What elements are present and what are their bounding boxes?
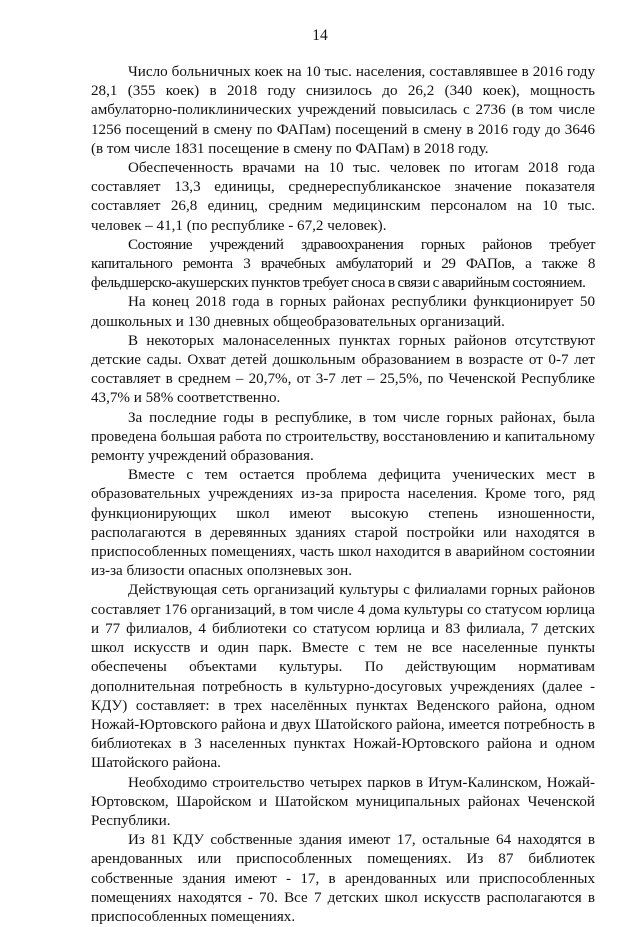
paragraph-culture-buildings: Из 81 КДУ собственные здания имеют 17, остальные 64 находятся в арендованных или приспособленных помещениях. Из 87 библиотек собственные здания имеют - 17, в арендованных или приспособленных помещениях находятся - 70. Все 7 детских школ искусств располагаются в приспособленных помещениях. xyxy=(91,832,595,925)
paragraph-hospital-beds: Число больничных коек на 10 тыс. населения, составлявшее в 2016 году 28,1 (355 коек) в 2018 году снизилось до 26,2 (340 коек), мощность амбулаторно-поликлинических учреждений повысилась с 2736 (в том числе 1256 посещений в смену по ФАПам) посещений в смену в 2016 году до 3646 (в том числе 1831 посещение в смену по ФАПам) в 2018 году. xyxy=(91,64,595,157)
paragraph-healthcare-facilities-condition: Состояние учреждений здравоохранения горных районов требует капитального ремонта 3 врачебных амбулаторий и 29 ФАПов, а также 8 фельдшерско-акушерских пунктов требует сноса в связи с аварийным состоянием. xyxy=(91,236,595,292)
paragraph-preschool-coverage: В некоторых малонаселенных пунктах горных районов отсутствуют детские сады. Охват детей дошкольным образованием в возрасте от 0-7 лет составляет в среднем – 20,7%, от 3-7 лет – 25,5%, по Чеченской Республике 43,7% и 58% соответственно. xyxy=(91,332,595,407)
paragraph-education-construction: За последние годы в республике, в том числе горных районах, была проведена большая работа по строительству, восстановлению и капитальному ремонту учреждений образования. xyxy=(91,409,595,465)
paragraph-parks-construction: Необходимо строительство четырех парков в Итум-Калинском, Ножай-Юртовском, Шаройском и Шатойском муниципальных районах Чеченской Республики. xyxy=(91,774,595,829)
paragraph-doctors-staffing: Обеспеченность врачами на 10 тыс. человек по итогам 2018 года составляет 13,3 единицы, среднереспубликанское значение показателя составляет 26,8 единиц, средним медицинским персоналом на 10 тыс. человек – 41,1 (по республике - 67,2 человек). xyxy=(91,160,595,234)
page-number: 14 xyxy=(312,27,328,44)
paragraph-educational-organizations: На конец 2018 года в горных районах республики функционирует 50 дошкольных и 130 дневных общеобразовательных организаций. xyxy=(91,294,595,330)
paragraph-school-places-deficit: Вместе с тем остается проблема дефицита ученических мест в образовательных учреждениях из-за прироста населения. Кроме того, ряд функционирующих школ имеют высокую степень изношенности, располагаются в деревянных зданиях старой постройки или находятся в приспособленных помещениях, часть школ находится в аварийном состоянии из-за близости опасных оползневых зон. xyxy=(91,467,595,580)
paragraph-culture-network: Действующая сеть организаций культуры с филиалами горных районов составляет 176 организаций, в том числе 4 дома культуры со статусом юрлица и 77 филиалов, 4 библиотеки со статусом юрлица и 83 филиала, 7 детских школ искусств и один парк. Вместе с тем не все населенные пункты обеспечены объектами культуры. По действующим нормативам дополнительная потребность в культурно-досуговых учреждениях (далее - КДУ) составляет: в трех населённых пунктах Веденского района, одном Ножай-Юртовского района и двух Шатойского района, имеется потребность в библиотеках в 3 населенных пунктах Ножай-Юртовского района и одном Шатойского района. xyxy=(91,582,595,772)
document-body xyxy=(91,63,595,927)
